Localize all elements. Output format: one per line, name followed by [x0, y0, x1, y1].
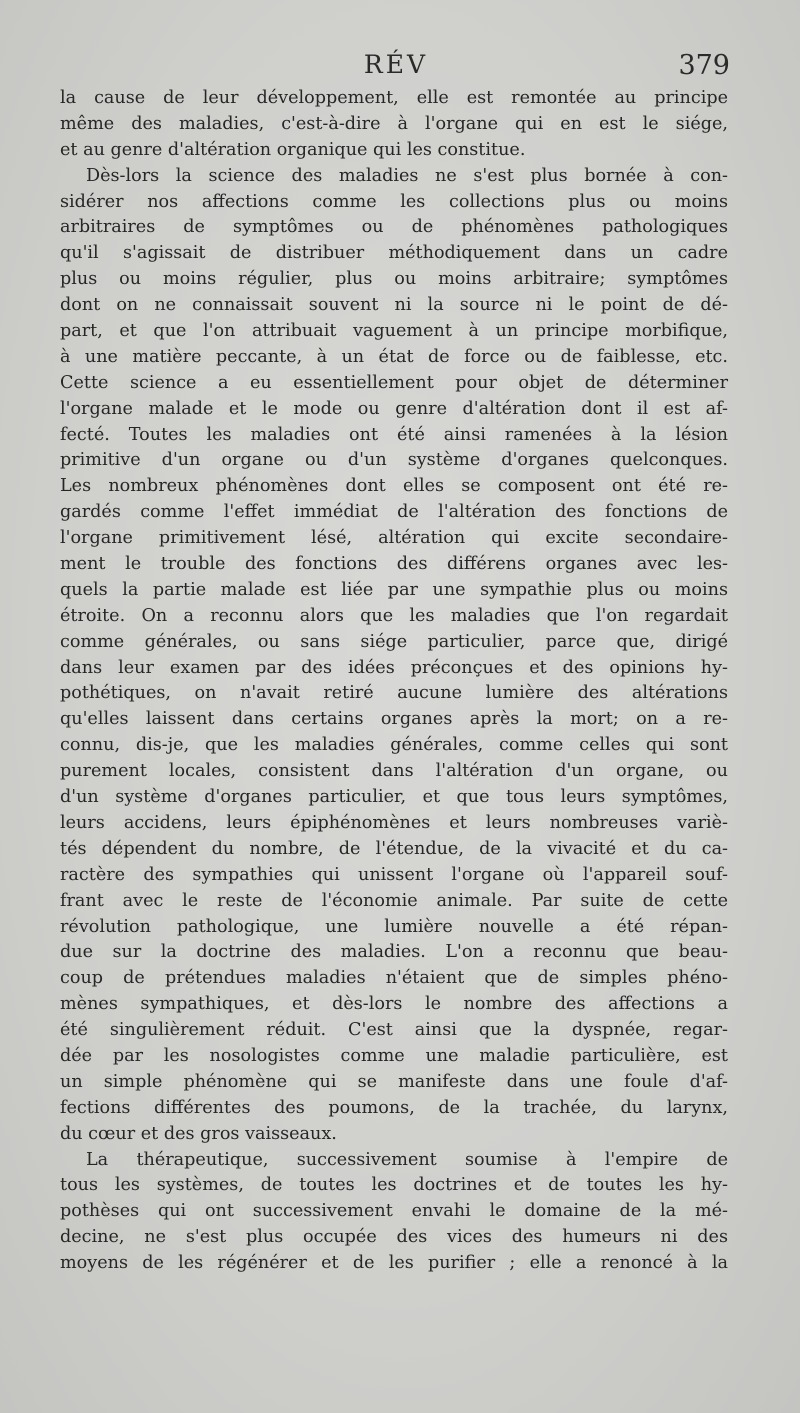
text-line: arbitraires de symptômes ou de phénomènes pathologiques	[60, 217, 728, 238]
text-line: quels la partie malade est liée par une sympathie plus ou moins	[60, 579, 728, 600]
text-line: La thérapeutique, successivement soumise à l'empire de	[86, 1149, 728, 1170]
text-line: fections différentes des poumons, de la trachée, du larynx,	[60, 1097, 728, 1118]
text-line: gardés comme l'effet immédiat de l'altération des fonctions de	[60, 502, 728, 523]
text-line: et au genre d'altération organique qui les constitue.	[60, 139, 526, 160]
text-line: primitive d'un organe ou d'un système d'organes quelconques.	[60, 450, 728, 471]
text-line: ractère des sympathies qui unissent l'organe où l'appareil souf-	[60, 864, 728, 885]
text-line: qu'il s'agissait de distribuer méthodiquement dans un cadre	[60, 243, 728, 264]
text-line: coup de prétendues maladies n'étaient que de simples phéno-	[60, 968, 728, 989]
text-line: un simple phénomène qui se manifeste dans une foule d'af-	[60, 1071, 728, 1092]
text-line: fecté. Toutes les maladies ont été ainsi ramenées à la lésion	[60, 424, 728, 445]
text-line: à une matière peccante, à un état de force ou de faiblesse, etc.	[60, 346, 728, 367]
page-header	[62, 50, 730, 90]
text-line: part, et que l'on attribuait vaguement à un principe morbifique,	[60, 321, 728, 342]
text-line: sidérer nos affections comme les collections plus ou moins	[60, 191, 728, 212]
text-line: même des maladies, c'est-à-dire à l'organe qui en est le siége,	[60, 113, 728, 134]
body-text	[60, 86, 728, 1277]
text-line: plus ou moins régulier, plus ou moins arbitraire; symptômes	[60, 269, 728, 290]
text-line: moyens de les régénérer et de les purifier ; elle a renoncé à la	[60, 1253, 728, 1274]
text-line: Cette science a eu essentiellement pour objet de déterminer	[60, 372, 728, 393]
text-line: tous les systèmes, de toutes les doctrines et de toutes les hy-	[60, 1175, 728, 1196]
text-line: Dès-lors la science des maladies ne s'est plus bornée à con-	[86, 165, 728, 186]
text-line: comme générales, ou sans siége particulier, parce que, dirigé	[60, 631, 728, 652]
text-line: révolution pathologique, une lumière nouvelle a été répan-	[60, 916, 728, 937]
text-line: tés dépendent du nombre, de l'étendue, de la vivacité et du ca-	[60, 838, 728, 859]
text-line: qu'elles laissent dans certains organes après la mort; on a re-	[60, 709, 728, 730]
text-line: decine, ne s'est plus occupée des vices des humeurs ni des	[60, 1227, 728, 1248]
text-line: la cause de leur développement, elle est remontée au principe	[60, 88, 728, 108]
text-line: dée par les nosologistes comme une maladie particulière, est	[60, 1045, 728, 1066]
text-line: mènes sympathiques, et dès-lors le nombre des affections a	[60, 994, 728, 1015]
text-line: pothétiques, on n'avait retiré aucune lumière des altérations	[60, 683, 728, 704]
text-line: dont on ne connaissait souvent ni la source ni le point de dé-	[60, 295, 728, 316]
text-line: purement locales, consistent dans l'altération d'un organe, ou	[60, 761, 728, 782]
text-line: du cœur et des gros vaisseaux.	[60, 1123, 337, 1144]
text-line: Les nombreux phénomènes dont elles se composent ont été re-	[60, 476, 728, 497]
text-line: d'un système d'organes particulier, et que tous leurs symptômes,	[60, 787, 728, 808]
text-line: été singulièrement réduit. C'est ainsi que la dyspnée, regar-	[60, 1020, 728, 1041]
text-line: l'organe malade et le mode ou genre d'altération dont il est af-	[60, 398, 728, 419]
text-line: connu, dis-je, que les maladies générales, comme celles qui sont	[60, 735, 728, 756]
text-line: dans leur examen par des idées préconçues et des opinions hy-	[60, 657, 728, 678]
running-head: RÉV	[363, 50, 429, 79]
text-line: frant avec le reste de l'économie animale. Par suite de cette	[60, 890, 728, 911]
text-line: ment le trouble des fonctions des différens organes avec les-	[60, 554, 728, 575]
page-number: 379	[678, 50, 730, 81]
text-line: pothèses qui ont successivement envahi le domaine de la mé-	[60, 1201, 728, 1222]
text-line: due sur la doctrine des maladies. L'on a reconnu que beau-	[60, 942, 728, 963]
text-line: étroite. On a reconnu alors que les maladies que l'on regardait	[60, 605, 728, 626]
text-line: l'organe primitivement lésé, altération qui excite secondaire-	[60, 528, 728, 549]
text-line: leurs accidens, leurs épiphénomènes et leurs nombreuses variè-	[60, 812, 728, 833]
